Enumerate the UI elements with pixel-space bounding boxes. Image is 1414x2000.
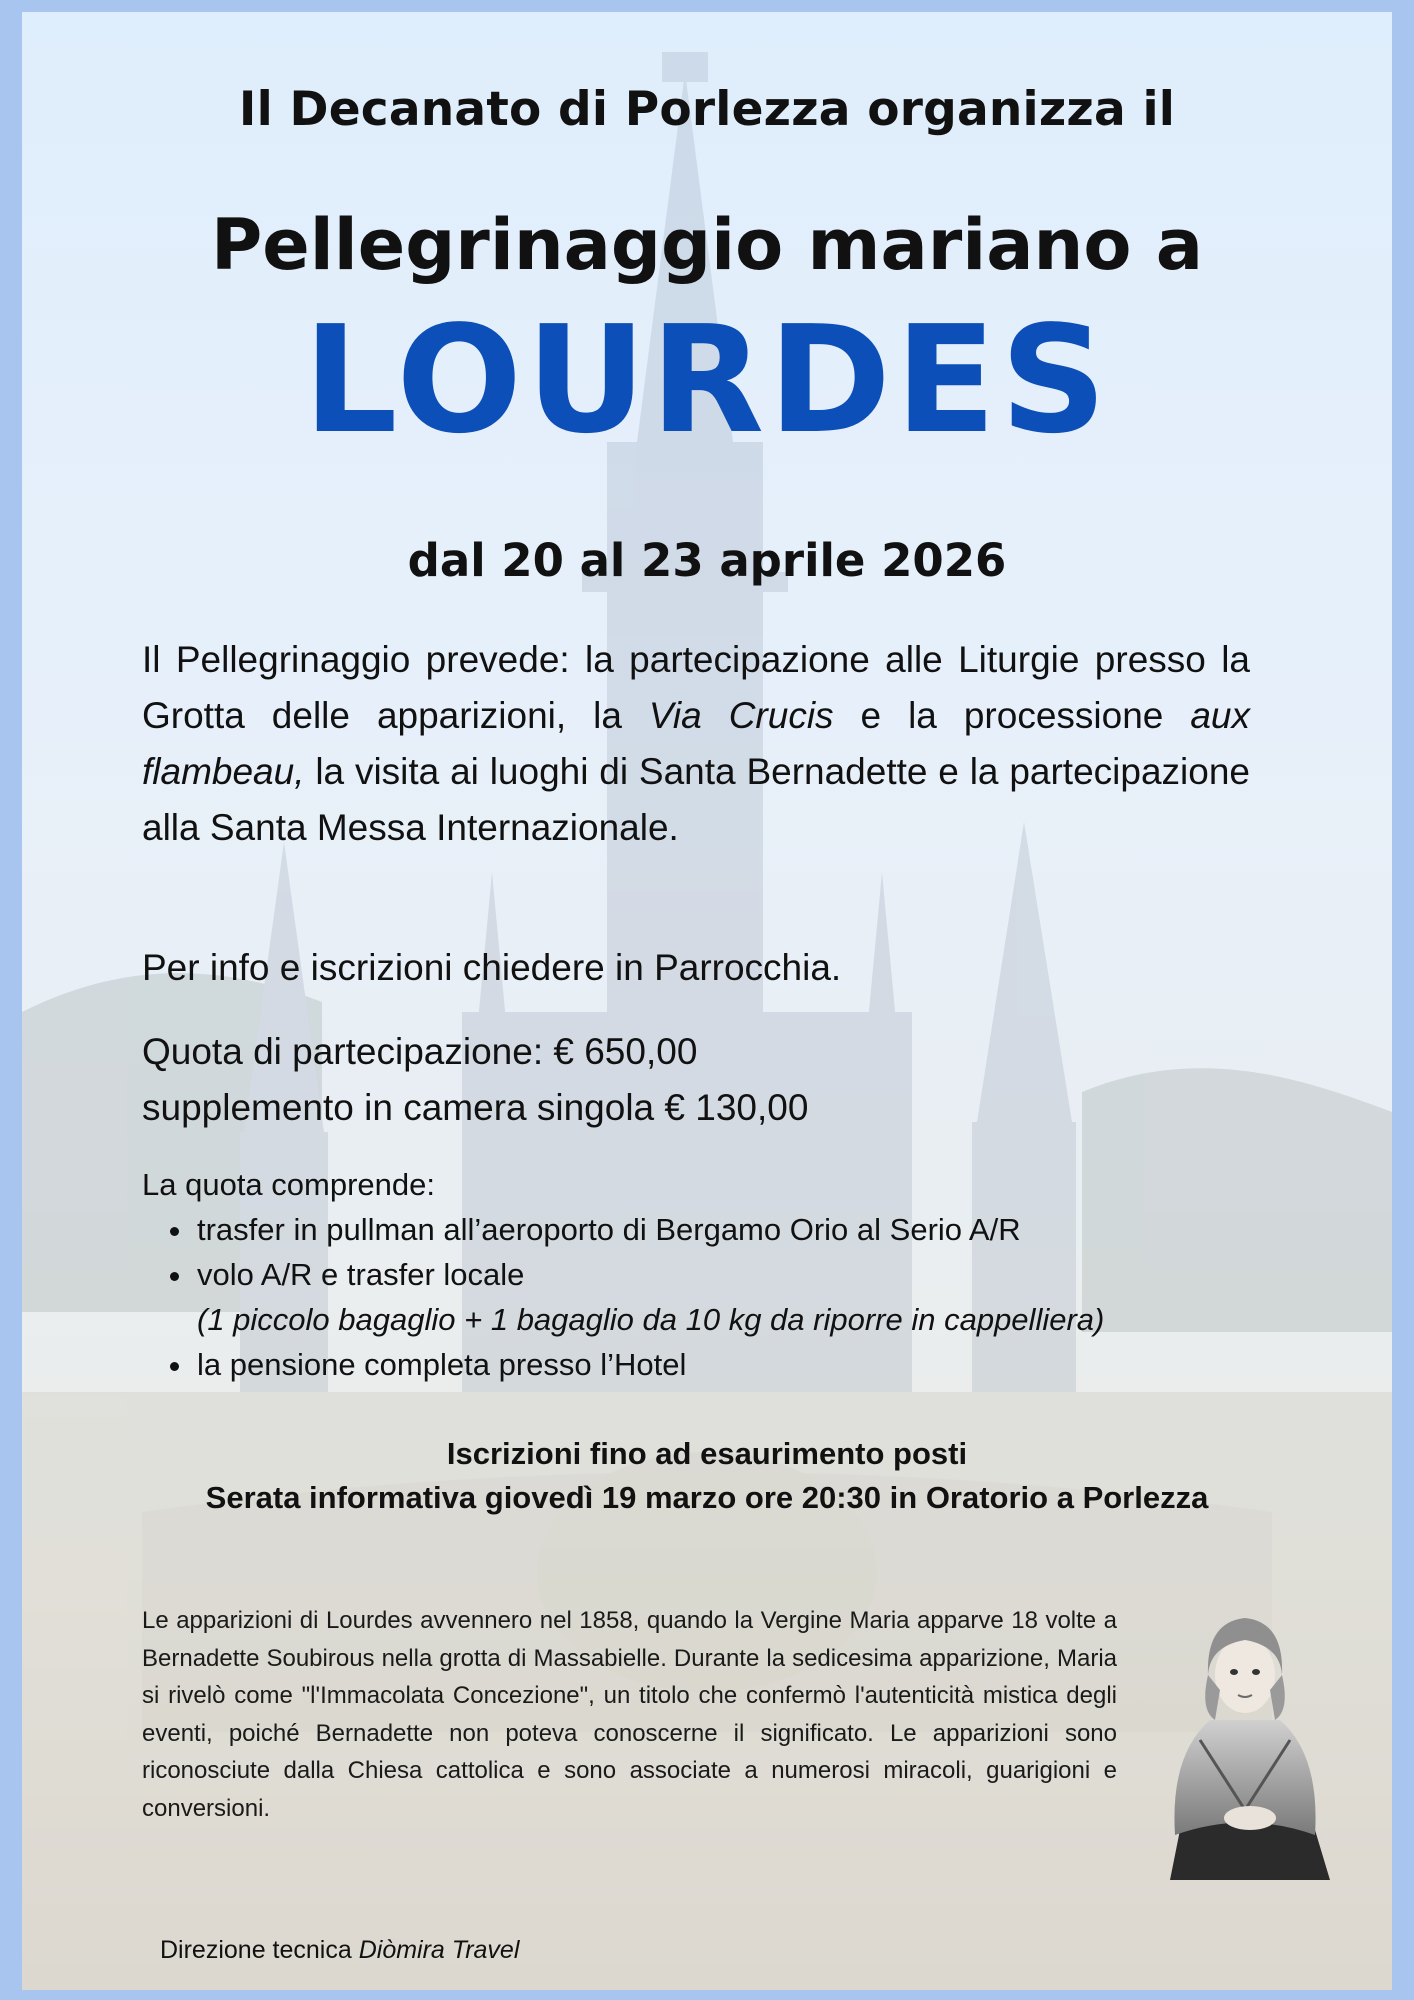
travel-agency-name: Diòmira Travel [358, 1936, 520, 1964]
history-paragraph: Le apparizioni di Lourdes avvennero nel 1858, quando la Vergine Maria apparve 18 volte a Bernadette Soubirous nella grotta di Massabielle. Durante la sedicesima apparizione, Maria si rivelò come "l'Immacolata Concezione", un titolo che confermò l'autenticità mistica degli eventi, poiché Bernadette non poteva conoscerne il significato. Le apparizioni sono riconosciute dalla Chiesa cattolica e sono associate a numerosi miracoli, guarigioni e conversioni. [142, 1607, 1117, 1822]
program-text-2: e la processione [833, 695, 1191, 736]
footer-credit [160, 1936, 519, 1965]
bernadette-portrait [1130, 1580, 1360, 1880]
participation-fee: Quota di partecipazione: € 650,00 [142, 1031, 698, 1072]
poster [22, 12, 1392, 1990]
program-description [142, 632, 1250, 856]
date-range: dal 20 al 23 aprile 2026 [407, 534, 1007, 587]
program-text-3: la visita ai luoghi di Santa Bernadette e la partecipazione alla Santa Messa Internazionale. [142, 751, 1250, 848]
notices [22, 1432, 1392, 1520]
registration-notice: Iscrizioni fino ad esaurimento posti [446, 1436, 968, 1471]
included-heading: La quota comprende: [142, 1167, 435, 1202]
program-text-1: Il Pellegrinaggio prevede: la partecipazione alle Liturgie presso la Grotta delle apparizioni, la [142, 639, 1250, 736]
included-item-flight: volo A/R e trasfer locale [197, 1257, 525, 1292]
footer-label: Direzione tecnica [160, 1936, 359, 1964]
price-block [142, 1024, 1250, 1136]
included-item-hotel: la pensione completa presso l’Hotel [197, 1347, 687, 1382]
aux-flambeau-text: aux flambeau, [142, 695, 1250, 792]
organizer-line: Il Decanato di Porlezza organizza il [238, 82, 1176, 137]
list-item [195, 1252, 1262, 1342]
list-item [195, 1342, 1262, 1387]
list-item [195, 1207, 1262, 1252]
single-room-supplement: supplemento in camera singola € 130,00 [142, 1087, 809, 1128]
luggage-note: (1 piccolo bagaglio + 1 bagaglio da 10 kg da riporre in cappelliera) [197, 1302, 1105, 1337]
info-line: Per info e iscrizioni chiedere in Parrocchia. [142, 947, 842, 988]
included-item-bus: trasfer in pullman all’aeroporto di Bergamo Orio al Serio A/R [197, 1212, 1021, 1247]
info-evening-notice: Serata informativa giovedì 19 marzo ore 20:30 in Oratorio a Porlezza [205, 1480, 1209, 1515]
via-crucis-text: Via Crucis [648, 695, 834, 736]
destination-title: LOURDES [303, 294, 1111, 466]
pilgrimage-title: Pellegrinaggio mariano a [210, 204, 1204, 286]
included-list [142, 1162, 1262, 1387]
